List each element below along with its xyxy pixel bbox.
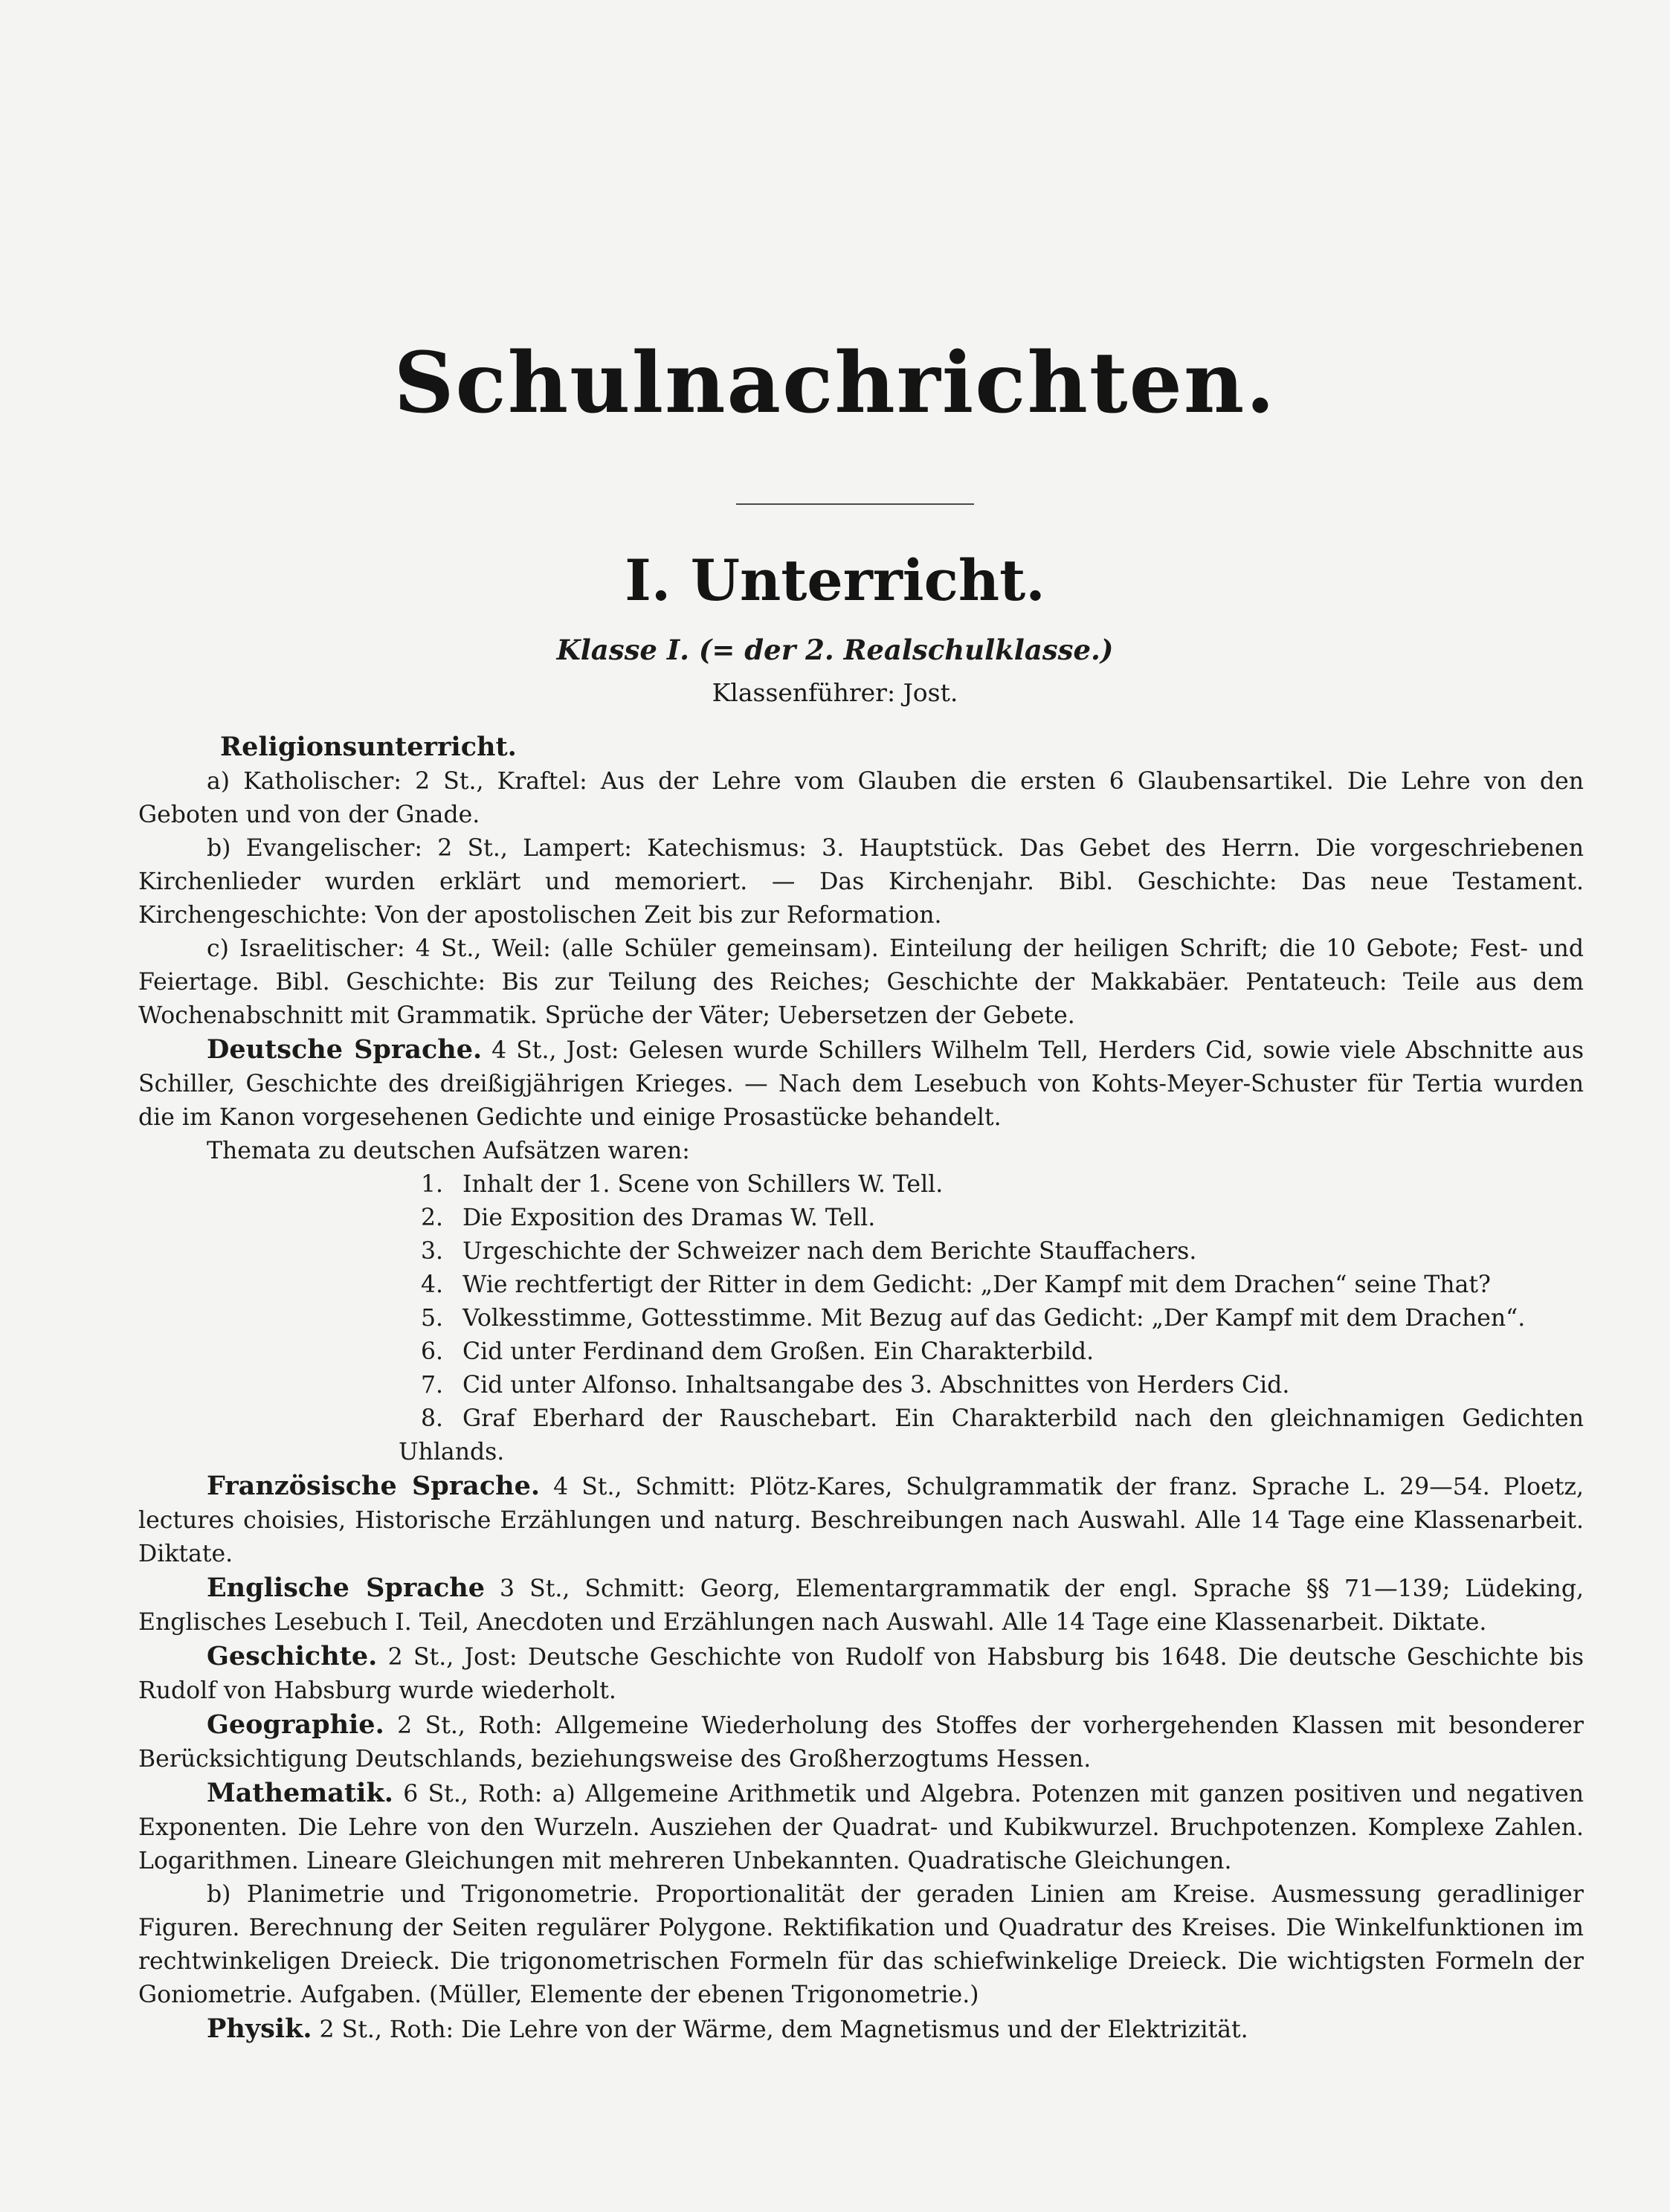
englisch-text: 3 St., Schmitt: Georg, Elementargrammatik der engl. Sprache §§ 71—139; Lüdeking, Englisches Lesebuch I. Teil, Anecdoten und Erzählungen nach Auswahl. Alle 14 Tage eine Klassenarbeit. Diktate. — [138, 1576, 1584, 1636]
class-heading: Klasse I. (= der 2. Realschulklasse.) — [556, 633, 1114, 666]
item-text: Cid unter Ferdinand dem Großen. Ein Charakterbild. — [462, 1338, 1094, 1365]
geographie-text: 2 St., Roth: Allgemeine Wiederholung des Stoffes der vorhergehenden Klassen mit besonderer Berücksichtigung Deutschlands, beziehungsweise des Großherzogtums Hessen. — [138, 1712, 1584, 1773]
title-divider — [736, 503, 974, 505]
geographie-paragraph — [138, 1708, 1584, 1776]
geschichte-text: 2 St., Jost: Deutsche Geschichte von Rudolf von Habsburg bis 1648. Die deutsche Geschichte bis Rudolf von Habsburg wurde wiederholt. — [138, 1644, 1584, 1704]
item-number: 7. — [420, 1372, 443, 1399]
mathematik-text: 6 St., Roth: a) Allgemeine Arithmetik und Algebra. Potenzen mit ganzen positiven und negativen Exponenten. Die Lehre von den Wurzeln. Ausziehen der Quadrat- und Kubikwurzel. Bruchpotenzen. Komplexe Zahlen. Logarithmen. Lineare Gleichungen mit mehreren Unbekannten. Quadratische Gleichungen. — [138, 1781, 1584, 1874]
themata-list — [138, 1168, 1584, 1469]
geschichte-paragraph — [138, 1639, 1584, 1708]
list-item — [399, 1302, 1584, 1335]
item-text: Wie rechtfertigt der Ritter in dem Gedicht: „Der Kampf mit dem Drachen“ seine That? — [462, 1271, 1491, 1298]
list-item — [399, 1168, 1584, 1202]
item-text: Graf Eberhard der Rauschebart. Ein Charakterbild nach den gleichnamigen Gedichten Uhlands. — [399, 1405, 1584, 1465]
religion-b-paragraph: b) Evangelischer: 2 St., Lampert: Katechismus: 3. Hauptstück. Das Gebet des Herrn. Die vorgeschriebenen Kirchenlieder wurden erklärt und memoriert. — Das Kirchenjahr. Bibl. Geschichte: Das neue Testament. Kirchengeschichte: Von der apostolischen Zeit bis zur Reformation. — [138, 835, 1584, 929]
religion-a-paragraph: a) Katholischer: 2 St., Kraftel: Aus der Lehre vom Glauben die ersten 6 Glaubensartikel. Die Lehre von den Geboten und von der Gnade. — [138, 768, 1584, 828]
section-title: I. Unterricht. — [625, 547, 1045, 613]
religion-section — [138, 730, 1584, 765]
item-number: 5. — [420, 1305, 443, 1332]
list-item — [399, 1268, 1584, 1302]
item-text: Die Exposition des Dramas W. Tell. — [462, 1205, 876, 1231]
franzoesisch-text: 4 St., Schmitt: Plötz-Kares, Schulgrammatik der franz. Sprache L. 29—54. Ploetz, lectures choisies, Historische Erzählungen und naturg. Beschreibungen nach Auswahl. Alle 14 Tage eine Klassenarbeit. Diktate. — [138, 1474, 1584, 1567]
deutsch-heading: Deutsche Sprache. — [207, 1034, 483, 1065]
physik-paragraph — [138, 2012, 1584, 2047]
list-item — [399, 1402, 1584, 1469]
themata-intro: Themata zu deutschen Aufsätzen waren: — [207, 1138, 690, 1164]
item-text: Urgeschichte der Schweizer nach dem Berichte Stauffachers. — [462, 1238, 1197, 1265]
englisch-paragraph — [138, 1571, 1584, 1639]
deutsch-text: 4 St., Jost: Gelesen wurde Schillers Wilhelm Tell, Herders Cid, sowie viele Abschnitte aus Schiller, Geschichte des dreißigjährigen Krieges. — Nach dem Lesebuch von Kohts-Meyer-Schuster für Tertia wurden die im Kanon vorgesehenen Gedichte und einige Prosastücke behandelt. — [138, 1037, 1584, 1131]
document-body — [138, 730, 1584, 2047]
item-number: 4. — [420, 1271, 443, 1298]
englisch-heading: Englische Sprache — [207, 1573, 486, 1603]
mathematik-paragraph — [138, 1776, 1584, 1878]
religion-c-paragraph: c) Israelitischer: 4 St., Weil: (alle Schüler gemeinsam). Einteilung der heiligen Schrift; die 10 Gebote; Fest- und Feiertage. Bibl. Geschichte: Bis zur Teilung des Reiches; Geschichte der Makkabäer. Pentateuch: Teile aus dem Wochenabschnitt mit Grammatik. Sprüche der Väter; Uebersetzen der Gebete. — [138, 935, 1584, 1029]
deutsch-paragraph — [138, 1033, 1584, 1135]
religion-heading: Religionsunterricht. — [220, 732, 517, 762]
mathematik-b-paragraph: b) Planimetrie und Trigonometrie. Proportionalität der geraden Linien am Kreise. Ausmessung geradliniger Figuren. Berechnung der Seiten regulärer Polygone. Rektifikation und Quadratur des Kreises. Die Winkelfunktionen im rechtwinkeligen Dreieck. Die trigonometrischen Formeln für das schiefwinkelige Dreieck. Die wichtigsten Formeln der Goniometrie. Aufgaben. (Müller, Elemente der ebenen Trigonometrie.) — [138, 1881, 1584, 2008]
geschichte-heading: Geschichte. — [207, 1641, 378, 1671]
item-number: 6. — [420, 1338, 443, 1365]
physik-text: 2 St., Roth: Die Lehre von der Wärme, dem Magnetismus und der Elektrizität. — [312, 2016, 1248, 2043]
item-text: Inhalt der 1. Scene von Schillers W. Tell. — [462, 1171, 944, 1198]
franzoesisch-heading: Französische Sprache. — [207, 1471, 541, 1501]
item-text: Volkesstimme, Gottesstimme. Mit Bezug auf das Gedicht: „Der Kampf mit dem Drachen“. — [462, 1305, 1526, 1332]
physik-heading: Physik. — [207, 2013, 312, 2044]
franzoesisch-paragraph — [138, 1469, 1584, 1571]
item-number: 2. — [420, 1205, 443, 1231]
geographie-heading: Geographie. — [207, 1709, 384, 1740]
list-item — [399, 1369, 1584, 1402]
list-item — [399, 1335, 1584, 1369]
list-item — [399, 1235, 1584, 1268]
class-leader: Klassenführer: Jost. — [712, 678, 958, 707]
page-title: Schulnachrichten. — [393, 335, 1277, 432]
list-item — [399, 1202, 1584, 1235]
mathematik-heading: Mathematik. — [207, 1778, 393, 1808]
item-number: 3. — [420, 1238, 443, 1265]
item-number: 1. — [420, 1171, 443, 1198]
item-number: 8. — [420, 1405, 443, 1432]
item-text: Cid unter Alfonso. Inhaltsangabe des 3. Abschnittes von Herders Cid. — [462, 1372, 1290, 1399]
